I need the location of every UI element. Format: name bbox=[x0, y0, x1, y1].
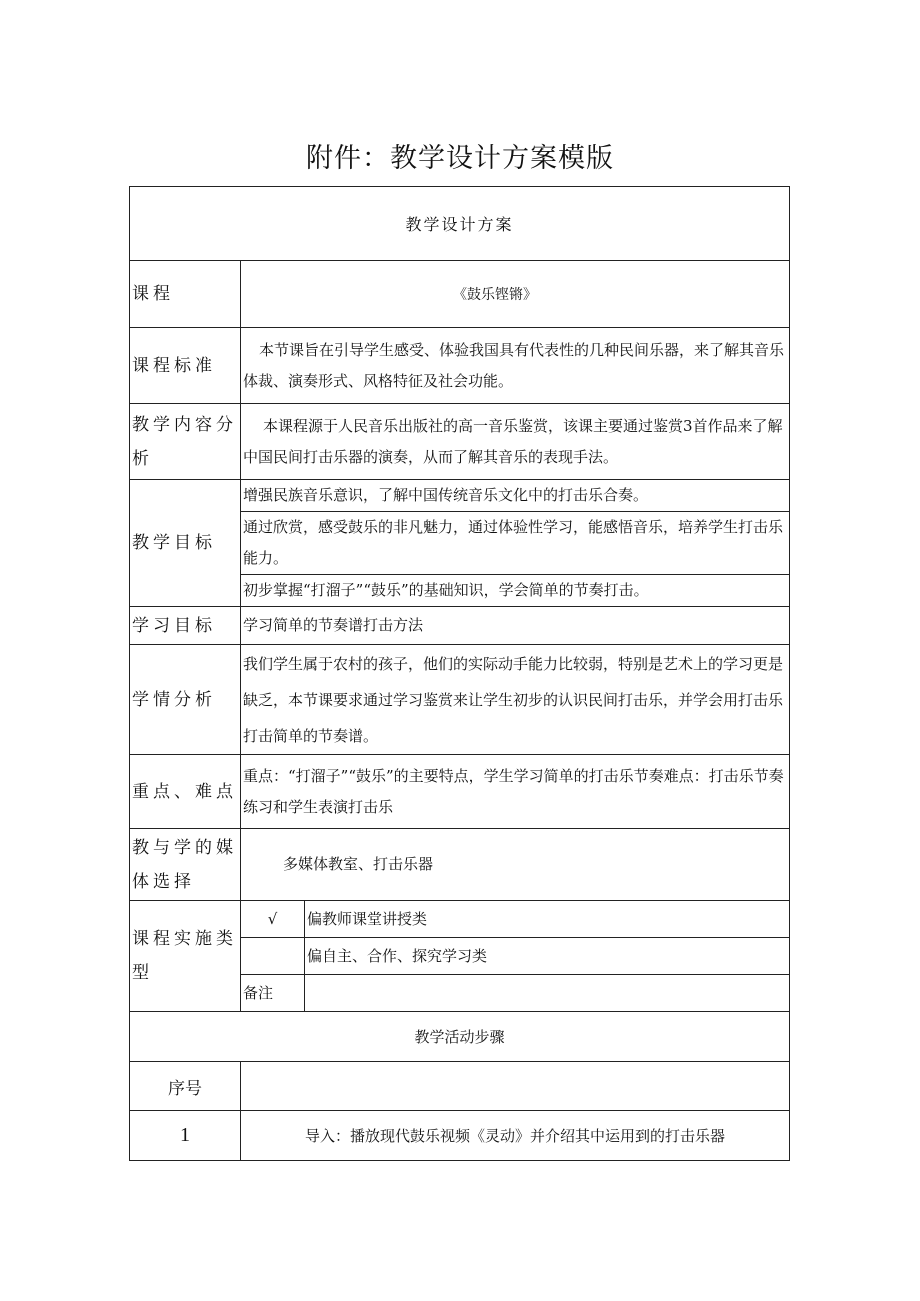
goal-item-2: 通过欣赏，感受鼓乐的非凡魅力，通过体验性学习，能感悟音乐，培养学生打击乐能力。 bbox=[241, 512, 790, 575]
media-value: 多媒体教室、打击乐器 bbox=[241, 829, 790, 901]
note-label: 备注 bbox=[241, 975, 305, 1012]
sequence-header-blank bbox=[241, 1062, 790, 1111]
note-value bbox=[305, 975, 790, 1012]
steps-header: 教学活动步骤 bbox=[130, 1012, 790, 1062]
step-row bbox=[130, 1111, 790, 1161]
key-points-label: 重点、难点 bbox=[130, 755, 241, 829]
sequence-label: 序号 bbox=[130, 1062, 241, 1111]
standard-label: 课程标准 bbox=[130, 328, 241, 404]
goals-label: 教学目标 bbox=[130, 480, 241, 607]
step-text: 导入：播放现代鼓乐视频《灵动》并介绍其中运用到的打击乐器 bbox=[241, 1111, 790, 1161]
course-type-option-1: 偏教师课堂讲授类 bbox=[305, 901, 790, 938]
course-value: 《鼓乐铿锵》 bbox=[241, 261, 790, 328]
course-type-label: 课程实施类型 bbox=[130, 901, 241, 1012]
student-analysis-label: 学情分析 bbox=[130, 645, 241, 755]
check-mark-empty bbox=[241, 938, 305, 975]
content-analysis-text: 本课程源于人民音乐出版社的高一音乐鉴赏，该课主要通过鉴赏3首作品来了解中国民间打击乐器的演奏，从而了解其音乐的表现手法。 bbox=[241, 404, 790, 480]
document-title: 附件：教学设计方案模版 bbox=[306, 143, 614, 174]
student-analysis-text: 我们学生属于农村的孩子，他们的实际动手能力比较弱，特别是艺术上的学习更是缺乏，本节课要求通过学习鉴赏来让学生初步的认识民间打击乐，并学会用打击乐打击简单的节奏谱。 bbox=[241, 645, 790, 755]
goal-item-3: 初步掌握“打溜子”“鼓乐”的基础知识，学会简单的节奏打击。 bbox=[241, 575, 790, 607]
learning-goal-text: 学习简单的节奏谱打击方法 bbox=[241, 607, 790, 645]
key-points-text: 重点：“打溜子”“鼓乐”的主要特点，学生学习简单的打击乐节奏难点：打击乐节奏练习和学生表演打击乐 bbox=[241, 755, 790, 829]
course-type-option-2: 偏自主、合作、探究学习类 bbox=[305, 938, 790, 975]
content-analysis-label: 教学内容分析 bbox=[130, 404, 241, 480]
goal-item-1: 增强民族音乐意识，了解中国传统音乐文化中的打击乐合奏。 bbox=[241, 480, 790, 512]
table-header: 教学设计方案 bbox=[130, 187, 790, 261]
lesson-plan-table bbox=[129, 186, 790, 1161]
media-label: 教与学的媒体选择 bbox=[130, 829, 241, 901]
course-label: 课程 bbox=[130, 261, 241, 328]
check-mark: √ bbox=[241, 901, 305, 938]
step-number: 1 bbox=[130, 1111, 241, 1161]
learning-goal-label: 学习目标 bbox=[130, 607, 241, 645]
standard-text: 本节课旨在引导学生感受、体验我国具有代表性的几种民间乐器，来了解其音乐体裁、演奏形式、风格特征及社会功能。 bbox=[241, 328, 790, 404]
